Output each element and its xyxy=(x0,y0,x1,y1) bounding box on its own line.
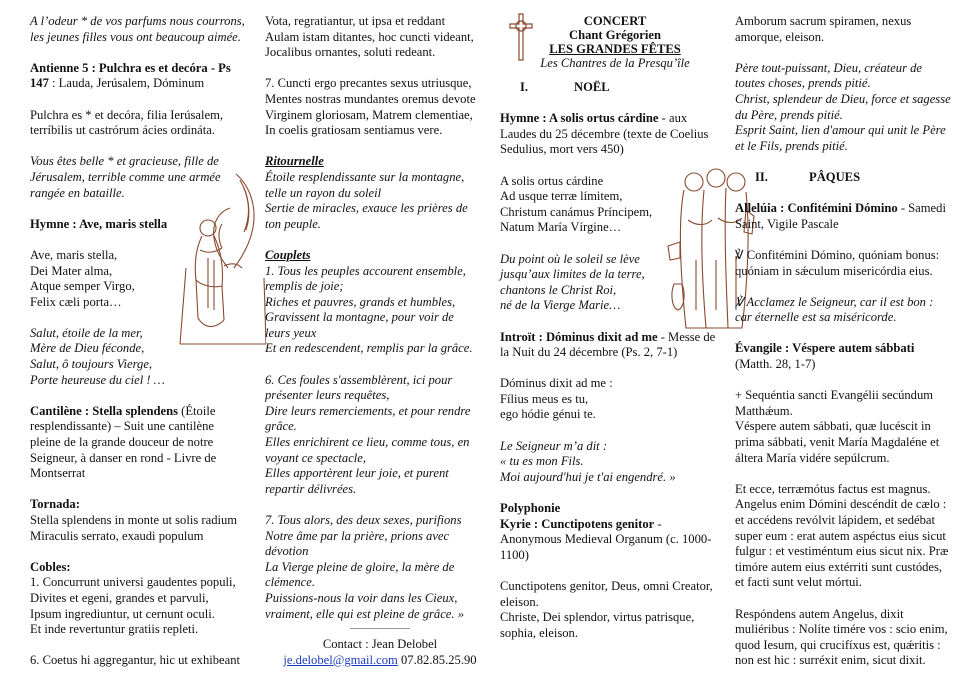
text-line: voyant ce spectacle, xyxy=(265,450,367,465)
couplets-title: Couplets xyxy=(265,247,311,262)
text-line: ℣ Confitémini Dómino, quóniam bonus: xyxy=(735,247,940,262)
acclamez-verse xyxy=(735,295,967,326)
text-line: car éternelle est sa miséricorde. xyxy=(735,310,897,325)
alleluia-title: Allelúia : Confitémini Dómino xyxy=(735,201,898,216)
text-line: 1100) xyxy=(500,547,529,562)
etecce-verse xyxy=(735,482,967,591)
text-line: A solis ortus cárdine xyxy=(500,173,604,188)
text-line: 6. Coetus hi aggregantur, hic ut exhibeant xyxy=(30,653,241,668)
text-line: clémence. xyxy=(265,575,315,590)
text-line: Ave, maris stella, xyxy=(30,247,118,262)
polyphonie-title: Polyphonie xyxy=(500,501,561,516)
text-line: jusqu’aux limites de la terre, xyxy=(500,267,645,282)
text-line: non est hic : surréxit enim, sicut dixit. xyxy=(735,653,926,668)
column-4 xyxy=(735,14,967,685)
text-line: 1. Tous les peuples accourent ensemble, xyxy=(265,263,466,278)
angel-drawing xyxy=(178,168,266,346)
text-line: áltera María vidére sepúlcrum. xyxy=(735,450,890,465)
text-line: Sedulius, mort vers 450) xyxy=(500,142,624,157)
text-line: Porte heureuse du ciel ! … xyxy=(30,372,165,387)
text-line: 1. Concurrunt universi gaudentes populi, xyxy=(30,575,236,590)
hymne-asolis-heading xyxy=(500,111,730,158)
text-line: Divites et egeni, grandes et parvuli, xyxy=(30,590,209,605)
text-line: Laudes du 25 décembre (texte de Coelius xyxy=(500,126,709,141)
text-line: et facti sunt velut mórtui. xyxy=(735,575,862,590)
text-line: fulgur : et vestiméntum eius sicut nix. Præ xyxy=(735,544,949,559)
ritournelle-block xyxy=(265,154,495,232)
ritournelle-title: Ritournelle xyxy=(265,154,324,169)
text-line: Notre âme par la prière, prions avec xyxy=(265,528,450,543)
confitemini-verse xyxy=(735,248,967,279)
text-line: Véspere autem sábbati, quæ lucéscit in xyxy=(735,419,931,434)
text-line: né de la Vierge Marie… xyxy=(500,298,621,313)
text-line: Dóminus dixit ad me : xyxy=(500,376,613,391)
text-line: amorque, eleison. xyxy=(735,29,825,44)
couplets-1 xyxy=(265,248,495,357)
contact-block xyxy=(265,637,495,668)
antienne5-rest: : Pulchra es et decóra - Ps xyxy=(88,60,231,75)
polyphonie-heading xyxy=(500,501,730,563)
text-line: Vota, regratiantur, ut ipsa et reddant xyxy=(265,14,446,28)
cantilene-block xyxy=(30,404,270,482)
text-line: Esprit Saint, lien d'amour qui unit le Père xyxy=(735,123,946,138)
text-line: Elles apportèrent leur joie, et purent xyxy=(265,466,449,481)
sequentia-verse xyxy=(735,388,967,466)
contact-email-link[interactable]: je.delobel@gmail.com xyxy=(283,652,398,667)
text-line: telle un rayon du soleil xyxy=(265,185,382,200)
tornada-block xyxy=(30,497,270,544)
text-line: 7. Cuncti ergo precantes sexus utriusque, xyxy=(265,76,472,91)
text-line: La Vierge pleine de gloire, la mère de xyxy=(265,559,455,574)
text-line: - xyxy=(654,516,662,531)
text-line: 7. Tous alors, des deux sexes, purifions xyxy=(265,513,462,527)
coetus-block xyxy=(30,653,270,669)
text-line: Anonymous Medieval Organum (c. 1000- xyxy=(500,532,712,547)
text-line: Respóndens autem Angelus, dixit xyxy=(735,606,904,621)
contact-phone: 07.82.85.25.90 xyxy=(397,652,477,667)
introit-heading xyxy=(500,330,730,361)
kyrie-title: Kyrie : Cunctipotens genitor xyxy=(500,516,655,531)
evangile-title: Évangile : Véspere autem sábbati xyxy=(735,341,915,356)
antienne5-heading xyxy=(30,61,270,92)
cuncti-kyrie-verse xyxy=(500,579,730,641)
text-line: toutes choses, prends pitié. xyxy=(735,76,871,91)
text-line: resplendissante) – Suit une cantilène xyxy=(30,419,214,434)
evangile-heading xyxy=(735,341,967,372)
text-line: repartir délivrées. xyxy=(265,481,357,496)
pulchra-verse xyxy=(30,108,270,139)
text-line: Fílius meus es tu, xyxy=(500,391,589,406)
section-number: II. xyxy=(755,169,768,184)
dominus-verse xyxy=(500,376,730,423)
text-line: Étoile resplendissante sur la montagne, xyxy=(265,169,465,184)
cobles-block xyxy=(30,560,270,638)
text-line: Et en redescendent, remplis par la grâce. xyxy=(265,341,473,356)
text-line: Amborum sacrum spiramen, nexus xyxy=(735,14,912,28)
text-line: sophia, eleison. xyxy=(500,625,578,640)
text-line: Père tout-puissant, Dieu, créateur de xyxy=(735,60,922,75)
text-line: Et inde revertuntur gratiis repleti. xyxy=(30,622,199,637)
text-line: Mentes nostras mundantes oremus devote xyxy=(265,91,476,106)
text-line: Riches et pauvres, grands et humbles, xyxy=(265,294,456,309)
text-line: (Étoile xyxy=(178,403,216,418)
angel-illustration xyxy=(178,168,266,346)
text-line: quóniam in sǽculum misericórdia eius. xyxy=(735,263,933,278)
text-line: Christum canámus Príncipem, xyxy=(500,204,653,219)
text-line: quod Iesum, qui crucifíxus est, quǽritis : xyxy=(735,637,941,652)
psalm-number: 147 xyxy=(30,76,49,91)
choir-name: Les Chantres de la Presqu’île xyxy=(540,56,690,70)
concert-subtitle: Chant Grégorien xyxy=(569,28,661,42)
antienne5-ref: : Lauda, Jerúsalem, Dóminum xyxy=(48,76,205,91)
text-line: et le Fils, prends pitié. xyxy=(735,138,848,153)
text-line: rangée en bataille. xyxy=(30,185,125,200)
amborum-verse xyxy=(735,14,967,45)
introit-title: Introït : Dóminus dixit ad me xyxy=(500,329,658,344)
cuncti-verse xyxy=(265,76,495,138)
text-line: - aux xyxy=(658,111,688,126)
text-line: « tu es mon Fils. xyxy=(500,454,584,469)
text-line: Dire leurs remerciements, et pour rendre xyxy=(265,403,471,418)
cobles-title: Cobles: xyxy=(30,559,71,574)
text-line: Dei Mater alma, xyxy=(30,263,113,278)
text-line: Christe, Dei splendor, virtus patrisque, xyxy=(500,610,695,625)
text-line: timóre autem eius extérriti sunt custódes, xyxy=(735,559,943,574)
text-line: Vous êtes belle * et gracieuse, fille de xyxy=(30,154,219,169)
column-1 xyxy=(30,14,270,685)
section-noel-heading xyxy=(500,80,730,96)
text-line: présenter leurs requêtes, xyxy=(265,388,390,403)
text-line: vraiment, elle qui est pleine de grâce. » xyxy=(265,606,464,621)
text-line: Atque semper Virgo, xyxy=(30,279,135,294)
text-line: Pulchra es * et decóra, filia Ierúsalem, xyxy=(30,107,224,122)
text-line: 6. Ces foules s'assemblèrent, ici pour xyxy=(265,372,453,387)
text-line: Le Seigneur m’a dit : xyxy=(500,438,608,453)
section-title: PÂQUES xyxy=(809,169,861,184)
contact-label: Contact : Jean Delobel xyxy=(322,637,438,652)
text-line: remplis de joie; xyxy=(265,279,344,294)
text-line: Saint, Vigile Pascale xyxy=(735,216,839,231)
pere-verse xyxy=(735,61,967,155)
text-line: Seigneur, à danser en rond - Livre de xyxy=(30,450,217,465)
text-line: Salut, étoile de la mer, xyxy=(30,325,143,340)
text-line: du Père, prends pitié. xyxy=(735,107,843,122)
text-line: eleison. xyxy=(500,594,539,609)
text-line: Gravissent la montagne, pour voir de xyxy=(265,310,454,325)
text-line: Moi aujourd'hui je t'ai engendré. » xyxy=(500,469,676,484)
text-line: Christ, splendeur de Dieu, force et sagesse xyxy=(735,91,951,106)
couplets-6 xyxy=(265,373,495,498)
text-line: Puissions-nous la voir dans les Cieux, xyxy=(265,590,458,605)
text-line: ℣ Acclamez le Seigneur, car il est bon : xyxy=(735,294,934,309)
text-line: + Sequéntia sancti Evangélii secúndum xyxy=(735,388,934,403)
text-line: Jocalibus ornantes, soluti redeant. xyxy=(265,45,436,60)
text-line: leurs yeux xyxy=(265,325,317,340)
concert-theme: LES GRANDES FÊTES xyxy=(549,42,681,56)
text-line: la Nuit du 24 décembre (Ps. 2, 7-1) xyxy=(500,345,678,360)
text-line: Elles enrichirent ce lieu, comme tous, en xyxy=(265,435,470,450)
text-line: Et ecce, terræmótus factus est magnus. xyxy=(735,481,931,496)
text-line: Stella splendens in monte ut solis radium xyxy=(30,513,238,527)
text-line: grâce. xyxy=(265,419,297,434)
text-line: - Messe de xyxy=(657,329,716,344)
text-line: A l’odeur * de vos parfums nous courrons, xyxy=(30,14,245,28)
text-line: ego hódie génui te. xyxy=(500,407,596,422)
text-line: Montserrat xyxy=(30,466,86,481)
text-line: Mère de Dieu féconde, xyxy=(30,341,145,356)
concert-header xyxy=(500,14,730,70)
text-line: - Samedi xyxy=(897,201,946,216)
text-line: In coelis gratiosam sentiamus vere. xyxy=(265,123,443,138)
text-line: et accédens revólvit lápidem, et sedébat xyxy=(735,513,936,527)
antienne5-title: Antienne 5 xyxy=(30,60,89,75)
text-line: Du point où le soleil se lève xyxy=(500,251,640,266)
text-line: Ipsum ingrediuntur, ut cernunt oculi. xyxy=(30,606,215,621)
text-line: chantons le Christ Roi, xyxy=(500,282,617,297)
seigneur-verse xyxy=(500,439,730,486)
respondens-verse xyxy=(735,607,967,669)
hymne-ave-title: Hymne : Ave, maris stella xyxy=(30,216,168,231)
hymne-title: Hymne : A solis ortus cárdine xyxy=(500,111,659,126)
text-line: Natum María Vírgine… xyxy=(500,220,622,235)
alleluia-heading xyxy=(735,201,967,232)
section-number: I. xyxy=(520,80,529,94)
text-line: Cunctipotens genitor, Deus, omni Creator, xyxy=(500,579,713,593)
cantilene-title: Cantilène : Stella splendens xyxy=(30,403,178,418)
tornada-title: Tornada: xyxy=(30,497,80,512)
column-3 xyxy=(500,14,730,657)
text-line: ton peuple. xyxy=(265,216,321,231)
text-line: Matthǽum. xyxy=(735,403,793,418)
vota-verse xyxy=(265,14,495,61)
evangile-ref: (Matth. 28, 1-7) xyxy=(735,357,816,372)
text-line: Aulam istam ditantes, hoc cuncti videant, xyxy=(265,29,474,44)
text-line: terríbilis ut castrórum ácies ordináta. xyxy=(30,123,215,138)
text-line: super eum : erat autem aspéctus eius sicut xyxy=(735,528,946,543)
text-line: Virginem gloriosam, Matrem clementiae, xyxy=(265,107,473,122)
section-title: NOËL xyxy=(574,80,610,94)
text-line: pleine de la grande douceur de notre xyxy=(30,435,214,450)
text-line: muliéribus : Nolíte timére vos : scio enim, xyxy=(735,622,948,637)
couplets-7 xyxy=(265,513,495,622)
section-paques-heading xyxy=(735,170,967,186)
text-line: Salut, ô toujours Vierge, xyxy=(30,357,153,372)
text-line: Felix cæli porta… xyxy=(30,294,122,309)
divider xyxy=(350,628,410,629)
text-line: Ad usque terræ límitem, xyxy=(500,189,623,204)
text-line: les jeunes filles vous ont beaucoup aimée. xyxy=(30,29,241,44)
concert-title: CONCERT xyxy=(583,14,647,28)
column-2 xyxy=(265,14,495,668)
text-line: prima sábbati, venit María Magdaléne et xyxy=(735,435,940,450)
text-line: Sertie de miracles, exauce les prières de xyxy=(265,201,468,216)
text-line: dévotion xyxy=(265,544,309,559)
text-line: Jérusalem, terrible comme une armée xyxy=(30,169,221,184)
text-line: Angelus enim Dómini descéndit de cælo : xyxy=(735,497,947,512)
text-line: Miraculis serrato, exaudi populum xyxy=(30,528,204,543)
intro-verse xyxy=(30,14,270,45)
